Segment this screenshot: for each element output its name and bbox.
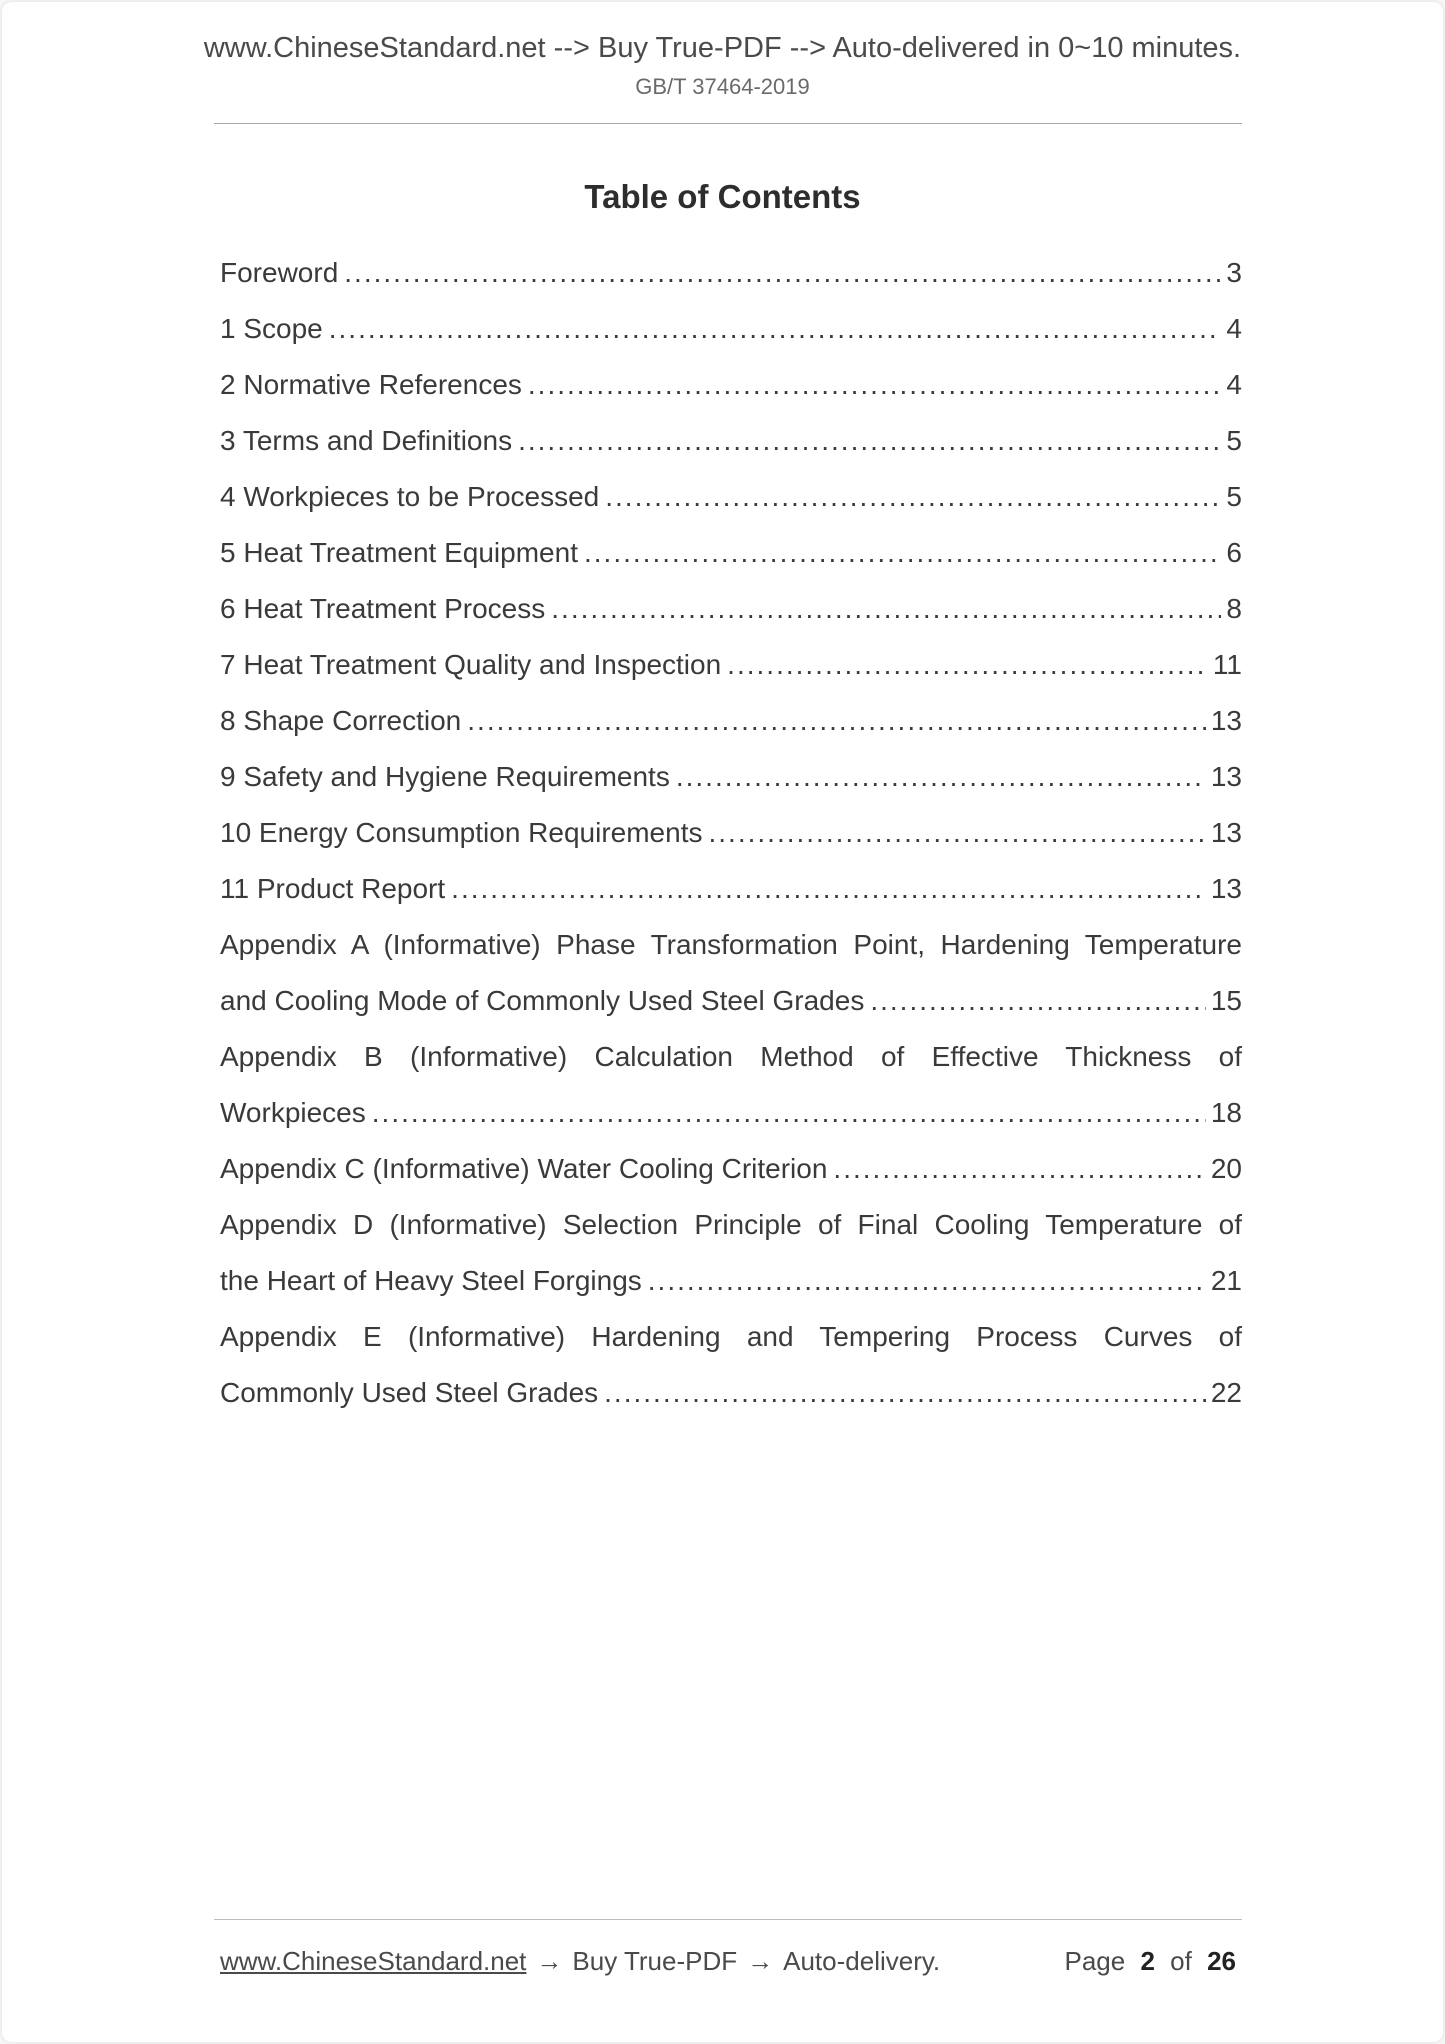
page-title: Table of Contents (584, 178, 861, 215)
toc-dots-leader (545, 581, 1221, 637)
toc-dots-leader (864, 973, 1206, 1029)
toc-entry-foreword (220, 245, 1242, 301)
toc-dots-leader (642, 1253, 1206, 1309)
toc-entry-label: 9 Safety and Hygiene Requirements (220, 761, 670, 792)
toc-entry-page: 13 (1210, 761, 1242, 792)
toc-dots-leader (461, 693, 1206, 749)
toc-entry-energy-consumption (220, 805, 1242, 861)
toc-entry-appendix-e (220, 1309, 1242, 1421)
toc-entry-workpieces (220, 469, 1242, 525)
toc-entry-label: 2 Normative References (220, 369, 522, 400)
page-number-indicator (1062, 1946, 1242, 1977)
toc-entry-appendix-a (220, 917, 1242, 1029)
toc-dots-leader (323, 301, 1222, 357)
toc-dots-leader (599, 469, 1221, 525)
toc-entry-page: 22 (1210, 1377, 1242, 1408)
footer-delivery-text: Auto-delivery. (783, 1946, 941, 1976)
toc-dots-leader (338, 245, 1221, 301)
toc-entry-appendix-d (220, 1197, 1242, 1309)
header-promo-text: www.ChineseStandard.net --> Buy True-PDF --> Auto-delivered in 0~10 minutes. (203, 32, 1242, 64)
toc-entry-page: 18 (1210, 1097, 1242, 1128)
toc-entry-product-report (220, 861, 1242, 917)
page-footer (220, 1946, 1242, 1977)
footer-site-link[interactable]: www.ChineseStandard.net (220, 1946, 527, 1976)
toc-entry-page: 20 (1210, 1153, 1242, 1184)
toc-entry-page: 11 (1212, 649, 1242, 680)
toc-entry-line1: Appendix B (Informative) Calculation Method of Effective Thickness of (220, 1041, 1242, 1072)
toc-entry-page: 5 (1226, 481, 1242, 512)
toc-entry-shape-correction (220, 693, 1242, 749)
toc-entry-safety-hygiene (220, 749, 1242, 805)
of-label: of (1170, 1946, 1192, 1976)
right-arrow-icon: → (536, 1946, 563, 1976)
toc-entry-page: 6 (1226, 537, 1242, 568)
toc-entry-quality-inspection (220, 637, 1242, 693)
document-page (2, 2, 1443, 2042)
toc-entry-line1: Appendix D (Informative) Selection Principle of Final Cooling Temperature of (220, 1209, 1242, 1240)
toc-entry-label: 8 Shape Correction (220, 705, 462, 736)
toc-entry-page: 4 (1226, 313, 1242, 344)
toc-entry-page: 3 (1226, 257, 1242, 288)
toc-dots-leader (522, 357, 1222, 413)
toc-entry-line1: Appendix A (Informative) Phase Transformation Point, Hardening Temperature (220, 929, 1242, 960)
toc-entry-label: Commonly Used Steel Grades (220, 1377, 599, 1408)
toc-entry-line2 (220, 973, 1242, 1029)
toc-entry-page: 13 (1210, 873, 1242, 904)
toc-entry-page: 15 (1210, 985, 1242, 1016)
page-label: Page (1064, 1946, 1126, 1976)
footer-buy-text: Buy True-PDF (572, 1946, 738, 1976)
right-arrow-icon: → (747, 1946, 774, 1976)
current-page-number: 2 (1140, 1946, 1155, 1976)
toc-entry-appendix-b (220, 1029, 1242, 1141)
toc-entry-page: 13 (1210, 705, 1242, 736)
toc-entry-appendix-c (220, 1141, 1242, 1197)
toc-entry-normative-references (220, 357, 1242, 413)
toc-entry-page: 5 (1226, 425, 1242, 456)
toc-entry-label: Workpieces (220, 1097, 366, 1128)
document-number: GB/T 37464-2019 (635, 74, 810, 99)
toc-entry-label: 1 Scope (220, 313, 323, 344)
toc-entry-label: 6 Heat Treatment Process (220, 593, 546, 624)
toc-dots-leader (598, 1365, 1206, 1421)
toc-entry-heat-treatment-process (220, 581, 1242, 637)
toc-entry-line2 (220, 1085, 1242, 1141)
table-of-contents (220, 245, 1242, 1421)
toc-entry-label: 7 Heat Treatment Quality and Inspection (220, 649, 722, 680)
toc-entry-scope (220, 301, 1242, 357)
toc-dots-leader (827, 1141, 1205, 1197)
footer-promo (220, 1946, 940, 1977)
toc-entry-label: 5 Heat Treatment Equipment (220, 537, 578, 568)
toc-entry-line2 (220, 1365, 1242, 1421)
toc-entry-line2 (220, 1253, 1242, 1309)
toc-entry-page: 13 (1210, 817, 1242, 848)
toc-entry-page: 4 (1226, 369, 1242, 400)
toc-dots-leader (702, 805, 1205, 861)
toc-entry-label: 10 Energy Consumption Requirements (220, 817, 703, 848)
toc-dots-leader (721, 637, 1208, 693)
toc-dots-leader (445, 861, 1206, 917)
toc-entry-label: the Heart of Heavy Steel Forgings (220, 1265, 642, 1296)
toc-entry-label: Foreword (220, 257, 339, 288)
toc-dots-leader (366, 1085, 1206, 1141)
toc-entry-label: 11 Product Report (220, 873, 446, 904)
toc-entry-page: 8 (1226, 593, 1242, 624)
toc-entry-terms-definitions (220, 413, 1242, 469)
toc-entry-label: and Cooling Mode of Commonly Used Steel Grades (220, 985, 865, 1016)
footer-divider (214, 1919, 1242, 1920)
toc-dots-leader (670, 749, 1206, 805)
toc-entry-line1: Appendix E (Informative) Hardening and Tempering Process Curves of (220, 1321, 1242, 1352)
toc-entry-label: 3 Terms and Definitions (220, 425, 513, 456)
header-divider (214, 123, 1242, 124)
toc-dots-leader (578, 525, 1221, 581)
toc-entry-label: 4 Workpieces to be Processed (220, 481, 600, 512)
total-page-number: 26 (1207, 1946, 1236, 1976)
toc-entry-page: 21 (1210, 1265, 1242, 1296)
toc-entry-label: Appendix C (Informative) Water Cooling Criterion (220, 1153, 828, 1184)
toc-dots-leader (512, 413, 1221, 469)
toc-entry-heat-treatment-equipment (220, 525, 1242, 581)
